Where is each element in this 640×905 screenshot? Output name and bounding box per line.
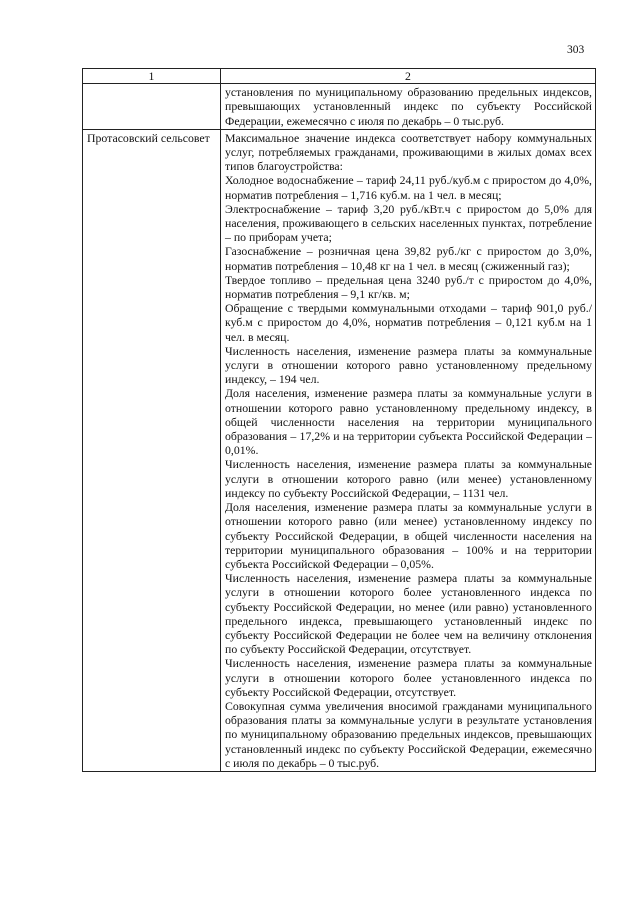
- description-paragraph: Доля населения, изменение размера платы за коммунальные услуги в отношении которого равно установленному предельному индексу, в общей численности населения на территории муниципального образования – 17,2% и на территории субъекта Российской Федерации – 0,01%.: [225, 386, 592, 458]
- description-paragraph: Численность населения, изменение размера платы за коммунальные услуги в отношении которого равно (или менее) установленному индексу по субъекту Российской Федерации, – 1131 чел.: [225, 457, 592, 500]
- description-paragraph: Численность населения, изменение размера платы за коммунальные услуги в отношении которого более установленного индекса по субъекту Российской Федерации, отсутствует.: [225, 656, 592, 699]
- description-paragraph: Газоснабжение – розничная цена 39,82 руб./кг с приростом до 3,0%, норматив потребления – 10,48 кг на 1 чел. в месяц (сжиженный газ);: [225, 244, 592, 273]
- description-paragraph: Электроснабжение – тариф 3,20 руб./кВт.ч с приростом до 5,0% для населения, проживающего в сельских населенных пунктах, потребление – по приборам учета;: [225, 201, 592, 245]
- column-header-1: 1: [83, 69, 221, 84]
- municipality-name: [83, 84, 221, 130]
- description-paragraph: Обращение с твердыми коммунальными отходами – тариф 901,0 руб./куб.м с приростом до 4,0%, норматив потребления – 0,121 куб.м на 1 чел. в месяц.: [225, 301, 592, 344]
- description-paragraph: Доля населения, изменение размера платы за коммунальные услуги в отношении которого равно (или менее) установленному индексу по субъекту Российской Федерации, в общей численности населения на территории муниципального образования – 100% и на территории субъекта Российской Федерации – 0,05%.: [225, 500, 592, 571]
- table-row: [83, 129, 596, 771]
- description-paragraph: Численность населения, изменение размера платы за коммунальные услуги в отношении которого более установленного индекса по субъекту Российской Федерации, но менее (или равно) установленного предельного индекса, превышающего установленный индекс по субъекту Российской Федерации не более чем на величину отклонения по субъекту Российской Федерации, отсутствует.: [225, 571, 592, 657]
- description-paragraph: Твердое топливо – предельная цена 3240 руб./т с приростом до 4,0%, норматив потребления – 9,1 кг/кв. м;: [225, 272, 592, 302]
- table-header-row: [83, 69, 596, 84]
- municipality-name: Протасовский сельсовет: [83, 129, 221, 771]
- index-description: [221, 129, 596, 771]
- index-description: [221, 84, 596, 130]
- table-row: [83, 84, 596, 130]
- description-paragraph: Численность населения, изменение размера платы за коммунальные услуги в отношении которого равно установленному предельному индексу, – 194 чел.: [225, 343, 592, 387]
- description-paragraph: Совокупная сумма увеличения вносимой гражданами муниципального образования платы за коммунальные услуги в результате установления по муниципальному образованию предельных индексов, превышающих установленный индекс по субъекту Российской Федерации, ежемесячно с июля по декабрь – 0 тыс.руб.: [225, 698, 592, 770]
- page-number: 303: [567, 44, 585, 56]
- description-paragraph: Максимальное значение индекса соответствует набору коммунальных услуг, потребляемых гражданами, проживающими в жилых домах всех типов благоустройства:: [225, 130, 592, 174]
- description-paragraph: Холодное водоснабжение – тариф 24,11 руб./куб.м с приростом до 4,0%, норматив потребления – 1,716 куб.м. на 1 чел. в месяц;: [225, 173, 592, 202]
- table-body: [83, 84, 596, 772]
- column-header-2: 2: [221, 69, 596, 84]
- data-table: [82, 68, 596, 772]
- description-paragraph: установления по муниципальному образованию предельных индексов, превышающих установленный индекс по субъекту Российской Федерации, ежемесячно с июля по декабрь – 0 тыс.руб.: [225, 85, 592, 128]
